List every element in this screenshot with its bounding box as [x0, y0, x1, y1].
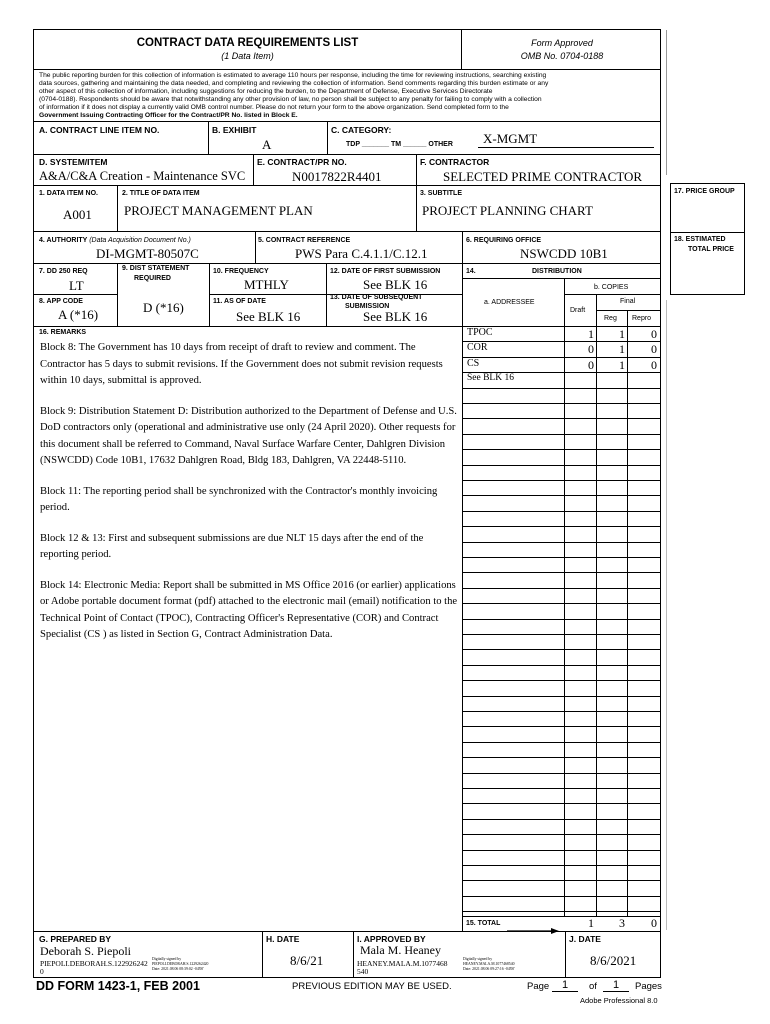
block-d-value[interactable]: A&A/C&A Creation - Maintenance SVC [39, 169, 246, 183]
divider-56 [462, 231, 463, 263]
distribution-row-rule [462, 788, 661, 789]
block-2-value[interactable]: PROJECT MANAGEMENT PLAN [124, 203, 313, 218]
distribution-row-rule [462, 449, 661, 450]
prepared-date[interactable]: 8/6/21 [290, 953, 324, 968]
distribution-row-rule [462, 665, 661, 666]
form-name: DD FORM 1423-1, FEB 2001 [36, 979, 200, 993]
distribution-row-rule [462, 865, 661, 866]
distribution-row-rule [462, 696, 661, 697]
block-9-label-2: REQUIRED [134, 275, 171, 282]
totals-top-rule [462, 916, 661, 917]
distribution-row-rule [462, 742, 661, 743]
divider-12-14 [462, 263, 463, 326]
block-h-label: H. DATE [266, 934, 300, 944]
block-c-tdp: TDP _______ TM ______ OTHER [346, 141, 453, 148]
block-d-label: D. SYSTEM/ITEM [39, 157, 108, 167]
final-label: Final [620, 298, 636, 305]
divider-12 [117, 185, 118, 231]
block-c-label: C. CATEGORY: [331, 125, 392, 135]
distribution-row-rule [462, 418, 661, 419]
divider-ef [416, 154, 417, 185]
adobe-version: Adobe Professional 8.0 [580, 996, 658, 1005]
divider-bc [327, 121, 328, 154]
copies-label: b. COPIES [594, 284, 629, 291]
rule-below-def [33, 185, 661, 186]
block-j-label: J. DATE [569, 934, 601, 944]
remark-paragraph: Block 14: Electronic Media: Report shall be submitted in MS Office 2016 (or earlier) applications or Adobe portable document format (pdf) attached to the electronic mail (email) notification to the Technical Point of Contact (TPOC), Contracting Officer's Representative (COR) and Contract Specialist (CS ) as listed in Section G, Contract Administration Data. [40, 579, 458, 640]
divider-ij [565, 931, 566, 978]
block-13-label-2: SUBMISSION [345, 303, 390, 310]
prepared-sig-id-1: PIEPOLI.DEBORAH.S.122926242 [40, 959, 148, 968]
distribution-row-rule [462, 726, 661, 727]
distribution-row-rule [462, 834, 661, 835]
block-18-label-2: TOTAL PRICE [688, 246, 734, 253]
burden-line: of information if it does not display a currently valid OMB control number. Please do not return your form to the above organization. Send completed form to the [39, 104, 509, 112]
total-repro: 0 [651, 916, 657, 930]
dist-header-rule [462, 278, 661, 279]
prepared-sig-small-2: PIEPOLI.DEBORAH.S.1229262420 [152, 962, 209, 966]
burden-line: Government Issuing Contracting Officer for the Contract/PR No. listed in Block E. [39, 112, 298, 120]
block-8-label: 8. APP CODE [39, 298, 83, 305]
addressee-label: a. ADDRESSEE [484, 299, 535, 306]
burden-line: data sources, gathering and maintaining the data needed, and completing and reviewing the collection of information. Send comments regarding this burden estimate or any [39, 80, 549, 88]
distribution-row-rule [462, 773, 661, 774]
form-title: CONTRACT DATA REQUIREMENTS LIST [136, 37, 359, 49]
header-divider [461, 29, 462, 69]
page-number[interactable]: 1 [552, 979, 578, 992]
remarks-body [40, 340, 458, 658]
dist-col-repro [627, 310, 628, 326]
pages-label: Pages [635, 981, 662, 992]
block-17-label: 17. PRICE GROUP [674, 188, 735, 195]
distribution-reg[interactable]: 1 [619, 327, 625, 341]
distribution-repro[interactable]: 0 [651, 342, 657, 356]
distribution-row-rule [462, 911, 661, 912]
distribution-row-rule [462, 880, 661, 881]
block-4-label [39, 237, 191, 244]
distribution-addressee[interactable]: See BLK 16 [467, 373, 514, 383]
rule-below-13 [33, 326, 661, 327]
distribution-row-rule [462, 388, 661, 389]
distribution-reg[interactable]: 1 [619, 342, 625, 356]
distribution-row-rule [462, 757, 661, 758]
block-f-label: F. CONTRACTOR [420, 157, 490, 167]
distribution-repro[interactable]: 0 [651, 358, 657, 372]
block-i-label: I. APPROVED BY [357, 934, 426, 944]
distribution-row-rule [462, 588, 661, 589]
divider-45 [255, 231, 256, 263]
block-c-value[interactable]: X-MGMT [483, 131, 538, 146]
rule-7-8 [33, 294, 117, 295]
divider-ab [208, 121, 209, 154]
block-11-value[interactable]: See BLK 16 [236, 309, 301, 324]
page-label: Page [527, 981, 550, 992]
distribution-row-rule [462, 341, 661, 342]
approved-by-name[interactable]: Mala M. Heaney [360, 943, 441, 957]
block-13-label-1: 13. DATE OF SUBSEQUENT [330, 294, 423, 301]
rule-below-abc [33, 154, 661, 155]
distribution-addressee[interactable]: CS [467, 358, 480, 369]
approved-sig-small-2: HEANEY.MALA.M.1077468540 [463, 962, 515, 966]
rule-below-456 [33, 263, 661, 264]
right-edge-mark-1 [666, 30, 667, 175]
block-e-label: E. CONTRACT/PR NO. [257, 157, 347, 167]
rule-below-123 [33, 231, 661, 232]
header-bottom-rule [33, 69, 661, 70]
block-e-value[interactable]: N0017822R4401 [292, 169, 382, 184]
distribution-row-rule [462, 803, 661, 804]
remark-paragraph: Block 8: The Government has 10 days from receipt of draft to review and comment. The Contractor has 5 days to submit revisions. If the Government does not submit revision requests within 10 days, submittal is approved. [40, 342, 443, 386]
divider-23 [416, 185, 417, 231]
distribution-row-rule [462, 680, 661, 681]
block-10-label: 10. FREQUENCY [213, 268, 269, 275]
dist-left-edge [462, 326, 463, 932]
divider-de [253, 154, 254, 185]
approved-date[interactable]: 8/6/2021 [590, 953, 637, 968]
block-a-label: A. CONTRACT LINE ITEM NO. [39, 125, 160, 135]
block-12-value[interactable]: See BLK 16 [363, 277, 428, 292]
divider-gh [262, 931, 263, 978]
distribution-row-rule [462, 896, 661, 897]
distribution-draft[interactable]: 1 [588, 327, 594, 341]
total-draft: 1 [588, 916, 594, 930]
approved-sig-small-1: Digitally signed by [463, 957, 493, 961]
burden-line: other aspect of this collection of information, including suggestions for reducing the burden, to the Department of Defense, Executive Services Directorate [39, 88, 493, 96]
prepared-by-name[interactable]: Deborah S. Piepoli [40, 944, 131, 958]
prepared-sig-small-3: Date: 2021.08.06 08:39:02 -04'00' [152, 967, 204, 971]
total-reg: 3 [619, 916, 625, 930]
block-7-label: 7. DD 250 REQ [39, 268, 88, 275]
distribution-addressee[interactable]: COR [467, 342, 488, 353]
block-1-label: 1. DATA ITEM NO. [39, 190, 98, 197]
distribution-row-rule [462, 511, 661, 512]
block-5-label: 5. CONTRACT REFERENCE [258, 237, 351, 244]
distribution-reg[interactable]: 1 [619, 358, 625, 372]
block-c-underline [478, 147, 654, 148]
distribution-draft[interactable]: 0 [588, 358, 594, 372]
block-10-value[interactable]: MTHLY [244, 277, 289, 292]
block-6-value[interactable]: NSWCDD 10B1 [520, 246, 608, 261]
block-16-label: 16. REMARKS [39, 329, 87, 336]
dist-col-copies [564, 278, 565, 326]
prepared-sig-id-2: 0 [40, 967, 44, 976]
page-total[interactable]: 1 [603, 979, 629, 992]
repro-label: Repro [632, 315, 652, 322]
prepared-digital-signature [152, 957, 208, 972]
right-edge-mark-2 [666, 300, 667, 930]
distribution-row-rule [462, 711, 661, 712]
remark-paragraph: Block 12 & 13: First and subsequent submissions are due NLT 15 days after the end of the reporting period. [40, 532, 424, 560]
remark-paragraph: Block 11: The reporting period shall be synchronized with the Contractor's monthly invoicing period. [40, 485, 438, 513]
distribution-row-rule [462, 619, 661, 620]
distribution-row-rule [462, 649, 661, 650]
dist-repro-edge [627, 326, 628, 916]
block-9-value[interactable]: D (*16) [143, 300, 184, 315]
approved-digital-signature [463, 957, 515, 972]
burden-statement [39, 72, 659, 121]
distribution-row-rule [462, 357, 661, 358]
omb-number: OMB No. 0704-0188 [520, 51, 604, 61]
distribution-row-rule [462, 634, 661, 635]
block-3-value[interactable]: PROJECT PLANNING CHART [422, 203, 593, 218]
block-3-label: 3. SUBTITLE [420, 190, 463, 197]
distribution-row-rule [462, 465, 661, 466]
dist-reg-edge [596, 326, 597, 916]
block-14-label: 14. [466, 268, 476, 275]
distribution-row-rule [462, 495, 661, 496]
distribution-row-rule [462, 480, 661, 481]
block-11-label: 11. AS OF DATE [213, 298, 266, 305]
distribution-row-rule [462, 850, 661, 851]
burden-line: (0704-0188). Respondents should be aware that notwithstanding any other provision of law, no person shall be subject to any penalty for failing to comply with a collection [39, 96, 542, 104]
block-9-label-1: 9. DIST STATEMENT [122, 265, 190, 272]
block-2-label: 2. TITLE OF DATA ITEM [122, 190, 200, 197]
dist-draft-edge [564, 326, 565, 916]
block-12-label: 12. DATE OF FIRST SUBMISSION [330, 268, 441, 275]
block-6-label: 6. REQUIRING OFFICE [466, 237, 542, 244]
reg-label: Reg [604, 315, 617, 322]
block-5-value[interactable]: PWS Para C.4.1.1/C.12.1 [295, 246, 428, 261]
block-b-value[interactable]: A [262, 137, 272, 152]
burden-line: The public reporting burden for this collection of information is estimated to average 110 hours per response, including the time for reviewing instructions, searching existing [39, 72, 547, 79]
block-f-value[interactable]: SELECTED PRIME CONTRACTOR [443, 169, 643, 184]
approved-sig-small-3: Date: 2021.08.06 09:27:16 -04'00' [463, 967, 515, 971]
block-b-label: B. EXHIBIT [212, 125, 257, 135]
divider-hi [353, 931, 354, 978]
final-rule [596, 310, 661, 311]
block-4-label-text: 4. AUTHORITY [39, 237, 88, 244]
distribution-row-rule [462, 603, 661, 604]
remark-paragraph: Block 9: Distribution Statement D: Distribution authorized to the Department of Defense and U.S. DoD contractors only (operational and administrative use only (24 April 2020). Other requests for this document shall be referred to Command, Naval Surface Warfare Center, Dahlgren Division (NSWCDD) Code 10B1, 17632 Dahlgren Road, Bldg 183, Dahlgren, VA 22448-5110. [40, 405, 457, 466]
prepared-sig-small-1: Digitally signed by [152, 957, 182, 961]
distribution-row-rule [462, 572, 661, 573]
block-8-value[interactable]: A (*16) [58, 307, 99, 322]
block-4-sub: (Data Acquisition Document No.) [89, 237, 191, 244]
distribution-row-rule [462, 526, 661, 527]
price-group-divider [670, 232, 745, 233]
total-label: 15. TOTAL [466, 920, 501, 927]
distribution-row-rule [462, 542, 661, 543]
distribution-row-rule [462, 434, 661, 435]
copies-rule [564, 294, 661, 295]
distribution-addressee[interactable]: TPOC [467, 327, 493, 338]
approved-sig-id-2: 540 [357, 967, 369, 976]
distribution-draft[interactable]: 0 [588, 342, 594, 356]
burden-bottom-rule [33, 121, 661, 122]
block-4-value[interactable]: DI-MGMT-80507C [96, 246, 199, 261]
block-g-label: G. PREPARED BY [39, 934, 112, 944]
total-arrow-icon [507, 921, 559, 927]
block-1-value[interactable]: A001 [63, 207, 92, 222]
block-7-value[interactable]: LT [69, 278, 84, 293]
block-14-title: DISTRIBUTION [532, 268, 582, 275]
distribution-row-rule [462, 403, 661, 404]
of-label: of [589, 981, 597, 992]
draft-label: Draft [570, 307, 586, 314]
distribution-repro[interactable]: 0 [651, 327, 657, 341]
block-13-value[interactable]: See BLK 16 [363, 309, 428, 324]
distribution-row-rule [462, 819, 661, 820]
previous-edition-note: PREVIOUS EDITION MAY BE USED. [292, 981, 452, 992]
form-approved: Form Approved [531, 38, 593, 48]
divider-7-9 [117, 263, 118, 326]
approved-sig-id-1: HEANEY.MALA.M.1077468 [357, 959, 448, 968]
distribution-row-rule [462, 557, 661, 558]
form-subtitle: (1 Data Item) [221, 51, 274, 61]
block-18-label-1: 18. ESTIMATED [674, 236, 726, 243]
